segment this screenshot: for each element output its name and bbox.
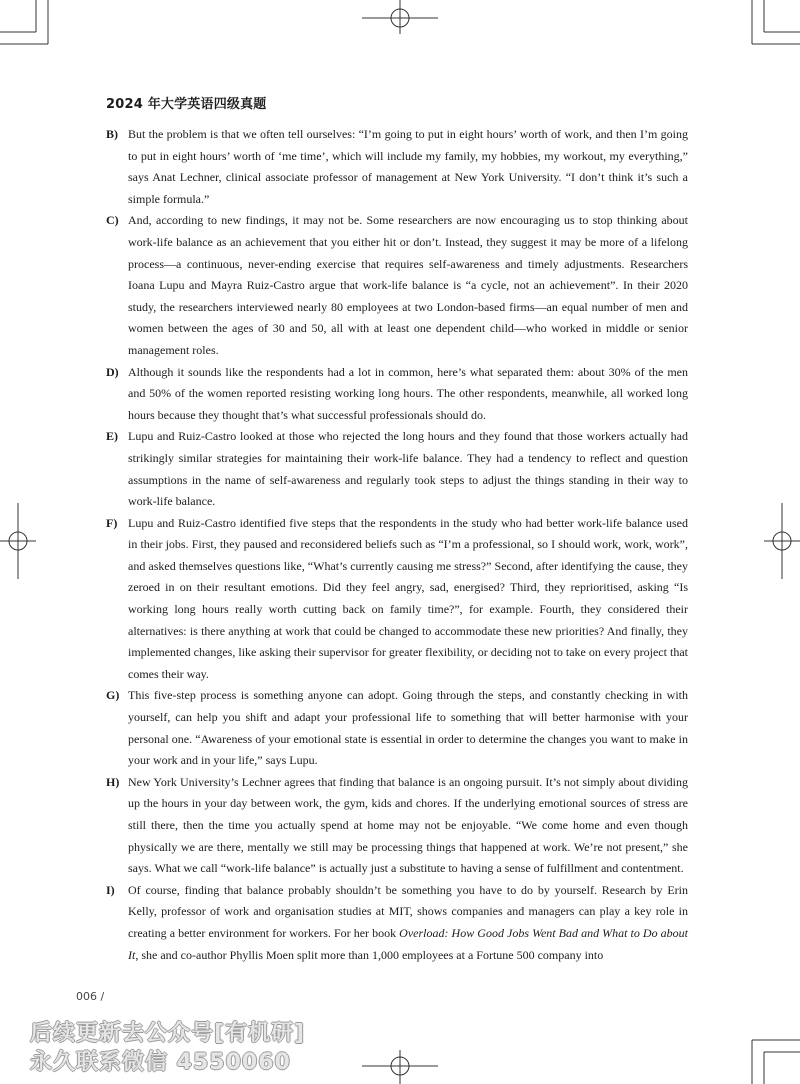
paragraph [106, 426, 688, 512]
paragraph-text [128, 685, 688, 771]
paragraph-label: E) [106, 429, 118, 444]
paragraph-text-segment: , she and co-author Phyllis Moen split more than 1,000 employees at a Fortune 500 company into [135, 947, 604, 962]
paragraph [106, 124, 688, 210]
paragraph-text-segment: Lupu and Ruiz-Castro identified five steps that the respondents in the study who had better work-life balance used in their jobs. First, they paused and reconsidered beliefs such as “I’m a professional, so I should work, work, work”, and asked themselves questions like, “What’s currently causing me stress?” Second, after identifying the cause, they zeroed in on their resultant emotions. Did they feel angry, sad, energised? Third, they reprioritised, asking “Is working long hours really worth cutting back on family time?”, for example. Fourth, they considered their alternatives: is there anything at work that could be changed to accommodate these new priorities? And finally, they implemented changes, like asking their supervisor for greater flexibility, or deciding not to take on every project that comes their way. [128, 515, 688, 681]
paragraph-label: D) [106, 364, 119, 379]
paragraph-label: G) [106, 688, 120, 703]
registration-mark-left [0, 503, 36, 579]
paragraph [106, 880, 688, 966]
paragraph-text-segment: Lupu and Ruiz-Castro looked at those who rejected the long hours and they found that those workers actually had strikingly similar strategies for maintaining their work-life balance. They had a tendency to reflect and question assumptions in the name of self-awareness and regularly took steps to adjust the things standing in their way to work-life balance. [128, 429, 688, 509]
registration-mark-right [764, 503, 800, 579]
paragraph-text [128, 124, 688, 210]
paragraph-text-segment: And, according to new findings, it may not be. Some researchers are now encouraging us to stop thinking about work-life balance as an achievement that you either hit or don’t. Instead, they suggest it may be more of a lifelong process—a continuous, never-ending exercise that requires self-awareness and timely adjustments. Researchers Ioana Lupu and Mayra Ruiz-Castro argue that work-life balance is “a cycle, not an achievement”. In their 2020 study, the researchers interviewed nearly 80 employees at two London-based firms—an equal number of men and women between the ages of 30 and 50, all with at least one dependent child—who worked in middle or senior management roles. [128, 213, 688, 357]
paragraph-label: H) [106, 774, 120, 789]
page-number: 006 / [76, 990, 105, 1003]
paragraph-label: C) [106, 213, 119, 228]
book-title: Overload: How Good Jobs Went Bad and What to Do about It [128, 925, 688, 962]
paragraph-text-segment: New York University’s Lechner agrees that finding that balance is an ongoing pursuit. It’s not simply about dividing up the hours in your day between work, the gym, kids and chores. If the underlying emotional sources of stress are still there, then the time you actually spend at home may not be enjoyable. “We come home and even though physically we are there, mentally we still may be processing things that happened at work. We’re not present,” she says. What we call “work-life balance” is actually just a substitute to having a sense of fulfillment and contentment. [128, 774, 688, 876]
paragraph [106, 772, 688, 880]
paragraph-text [128, 513, 688, 686]
page-header-title: 2024 年大学英语四级真题 [106, 97, 267, 112]
registration-mark-top [362, 0, 438, 34]
paragraph-text-segment: Although it sounds like the respondents had a lot in common, here’s what separated them: about 30% of the men and 50% of the women reported resisting working long hours. The other respondents, meanwhile, all worked long hours because they thought that’s what successful professionals should do. [128, 364, 688, 422]
paragraph-label: I) [106, 882, 115, 897]
paragraph-text [128, 880, 688, 966]
paragraph-text [128, 426, 688, 512]
paragraph-label: B) [106, 127, 118, 141]
paragraph-label: F) [106, 515, 118, 530]
paragraph [106, 513, 688, 686]
watermark-line-2: 永久联系微信 4550060 [30, 1050, 291, 1075]
paragraph-text-segment: Of course, finding that balance probably shouldn’t be something you have to do by yourself. Research by Erin Kelly, professor of work and organisation studies at MIT, shows companies and managers can play a key role in creating a better environment for workers. For her book [128, 882, 688, 940]
paragraph-text-segment: This five-step process is something anyone can adopt. Going through the steps, and constantly checking in with yourself, can help you shift and adapt your professional life to something that will better harmonise with your personal one. “Awareness of your emotional state is essential in order to determine the changes you want to make in your work and in your life,” says Lupu. [128, 688, 688, 768]
paragraph [106, 210, 688, 361]
article-body [106, 124, 688, 966]
paragraph-text [128, 362, 688, 427]
paragraph-text [128, 772, 688, 880]
paragraph-text [128, 210, 688, 361]
paragraph-text-segment: But the problem is that we often tell ourselves: “I’m going to put in eight hours’ worth of work, and then I’m going to put in eight hours’ worth of ‘me time’, which will include my family, my hobbies, my workout, my everything,” says Anat Lechner, clinical associate professor of management at New York University. “I don’t think it’s such a simple formula.” [128, 127, 688, 206]
paragraph [106, 362, 688, 427]
paragraph [106, 685, 688, 771]
registration-mark-bottom [362, 1050, 438, 1084]
watermark-line-1: 后续更新去公众号[有机研] [30, 1021, 306, 1046]
